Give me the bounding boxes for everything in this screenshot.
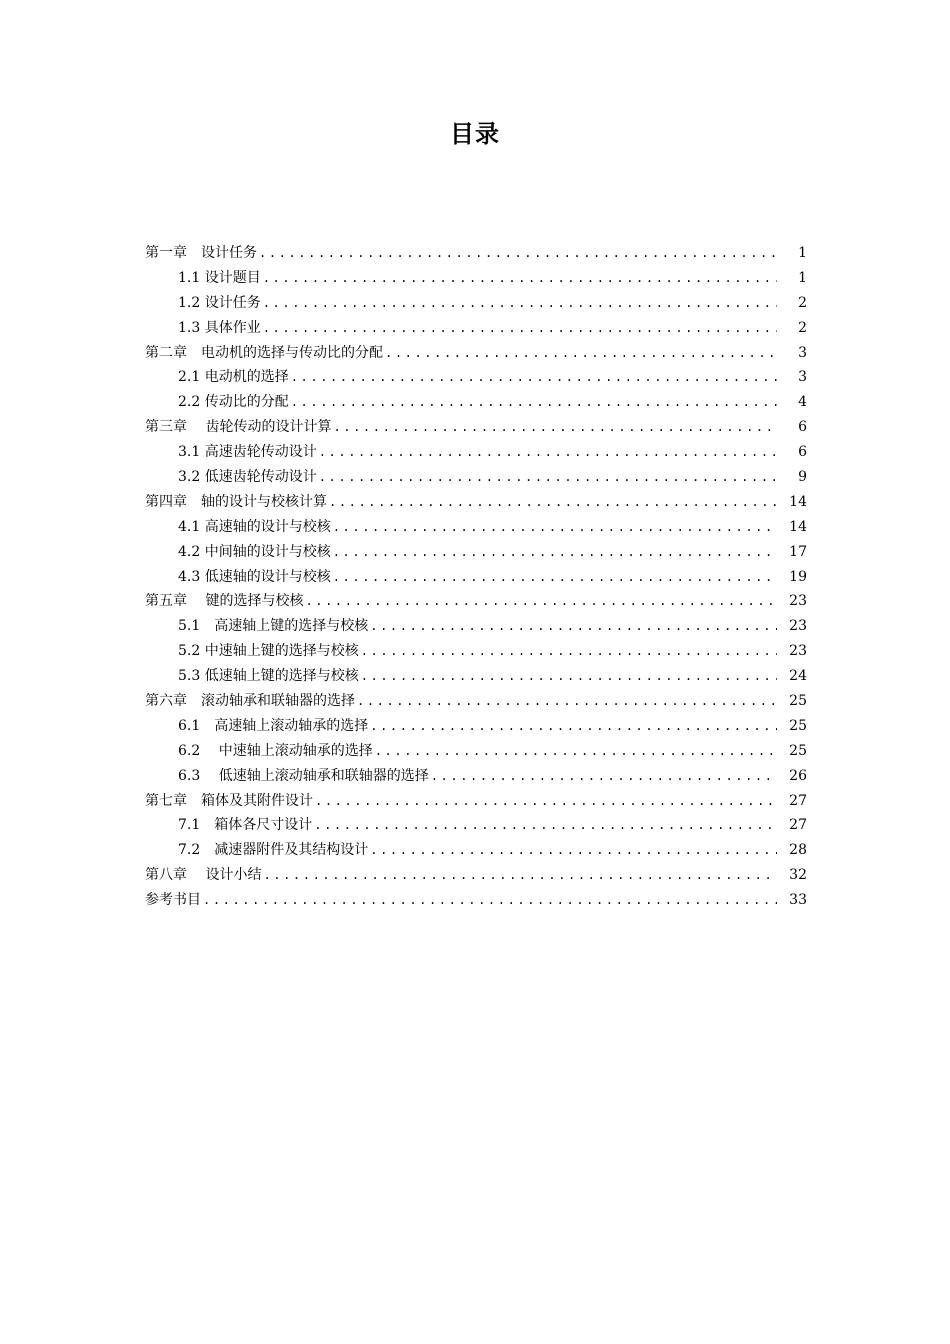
- toc-dot-leader: [319, 465, 777, 490]
- toc-dot-leader: [333, 515, 777, 540]
- toc-entry-label: 参考书目: [145, 892, 201, 909]
- toc-dot-leader: [263, 316, 777, 341]
- toc-entry-label: 6.3 低速轴上滚动轴承和联轴器的选择: [178, 767, 429, 784]
- toc-entry-label: 1.2 设计任务: [178, 294, 261, 311]
- toc-entry-label: 1.1 设计题目: [178, 269, 261, 286]
- toc-dot-leader: [385, 341, 777, 366]
- toc-dot-leader: [370, 714, 777, 739]
- toc-entry-chapter[interactable]: [145, 863, 807, 888]
- toc-entry-chapter[interactable]: [145, 341, 807, 366]
- toc-entry-section[interactable]: [145, 390, 807, 415]
- toc-entry-chapter[interactable]: [145, 241, 807, 266]
- toc-dot-leader: [314, 813, 777, 838]
- toc-entry-page-number: 19: [789, 568, 807, 585]
- toc-entry-section[interactable]: [145, 664, 807, 689]
- toc-dot-leader: [291, 365, 777, 390]
- toc-entry-label: 4.2 中间轴的设计与校核: [178, 543, 331, 560]
- toc-dot-leader: [370, 838, 777, 863]
- toc-entry-page-number: 24: [789, 668, 807, 685]
- toc-entry-section[interactable]: [145, 515, 807, 540]
- toc-entry-page-number: 2: [798, 319, 807, 336]
- toc-entry-chapter[interactable]: [145, 490, 807, 515]
- toc-dot-leader: [203, 888, 777, 913]
- toc-entry-label: 1.3 具体作业: [178, 319, 261, 336]
- toc-entry-page-number: 23: [789, 643, 807, 660]
- toc-entry-section[interactable]: [145, 540, 807, 565]
- toc-entry-chapter[interactable]: [145, 589, 807, 614]
- toc-entry-label: 5.1 高速轴上键的选择与校核: [178, 618, 369, 635]
- toc-entry-page-number: 23: [789, 593, 807, 610]
- toc-dot-leader: [370, 614, 777, 639]
- toc-entry-page-number: 4: [798, 394, 807, 411]
- toc-entry-section[interactable]: [145, 316, 807, 341]
- toc-dot-leader: [263, 291, 777, 316]
- toc-entry-section[interactable]: [145, 565, 807, 590]
- toc-entry-section[interactable]: [145, 465, 807, 490]
- toc-entry-label: 5.2 中速轴上键的选择与校核: [178, 643, 359, 660]
- toc-entry-page-number: 33: [789, 892, 807, 909]
- toc-entry-section[interactable]: [145, 291, 807, 316]
- toc-entry-chapter[interactable]: [145, 415, 807, 440]
- toc-entry-label: 2.2 传动比的分配: [178, 394, 289, 411]
- toc-entry-section[interactable]: [145, 739, 807, 764]
- toc-entry-page-number: 6: [798, 419, 807, 436]
- toc-dot-leader: [291, 390, 777, 415]
- toc-dot-leader: [431, 764, 777, 789]
- toc-entry-section[interactable]: [145, 838, 807, 863]
- toc-entry-page-number: 28: [789, 842, 807, 859]
- toc-entry-label: 第一章 设计任务: [145, 245, 257, 261]
- page-title: 目录: [450, 120, 500, 148]
- toc-entry-label: 3.2 低速齿轮传动设计: [178, 469, 317, 486]
- toc-entry-page-number: 27: [789, 817, 807, 834]
- toc-entry-section[interactable]: [145, 440, 807, 465]
- toc-entry-label: 6.1 高速轴上滚动轴承的选择: [178, 717, 369, 734]
- toc-entry-label: 第五章 键的选择与校核: [145, 593, 304, 610]
- toc-entry-chapter[interactable]: [145, 888, 807, 913]
- toc-entry-page-number: 3: [798, 344, 807, 361]
- toc-entry-label: 第六章 滚动轴承和联轴器的选择: [145, 693, 355, 710]
- toc-entry-page-number: 25: [789, 693, 807, 710]
- toc-entry-page-number: 17: [789, 543, 807, 560]
- toc-entry-label: 第四章 轴的设计与校核计算: [145, 493, 327, 510]
- toc-entry-page-number: 2: [798, 294, 807, 311]
- toc-entry-page-number: 9: [798, 469, 807, 486]
- toc-entry-section[interactable]: [145, 614, 807, 639]
- toc-entry-label: 6.2 中速轴上滚动轴承的选择: [178, 742, 373, 759]
- toc-entry-section[interactable]: [145, 714, 807, 739]
- toc-entry-page-number: 1: [798, 269, 807, 286]
- toc-entry-section[interactable]: [145, 813, 807, 838]
- toc-entry-page-number: 3: [798, 369, 807, 386]
- toc-entry-section[interactable]: [145, 639, 807, 664]
- toc-dot-leader: [263, 863, 777, 888]
- toc-entry-label: 第八章 设计小结: [145, 867, 262, 884]
- toc-dot-leader: [263, 266, 777, 291]
- toc-entry-chapter[interactable]: [145, 789, 807, 814]
- toc-dot-leader: [361, 639, 777, 664]
- toc-dot-leader: [357, 689, 777, 714]
- toc-dot-leader: [315, 789, 777, 814]
- toc-entry-page-number: 23: [789, 618, 807, 635]
- toc-entry-label: 7.1 箱体各尺寸设计: [178, 817, 313, 834]
- toc-entry-label: 第三章 齿轮传动的设计计算: [145, 419, 332, 436]
- toc-dot-leader: [305, 589, 777, 614]
- toc-entry-label: 2.1 电动机的选择: [178, 369, 289, 386]
- toc-dot-leader: [333, 540, 777, 565]
- toc-entry-page-number: 26: [789, 767, 807, 784]
- toc-dot-leader: [333, 565, 777, 590]
- toc-entry-label: 3.1 高速齿轮传动设计: [178, 444, 317, 461]
- toc-dot-leader: [329, 490, 777, 515]
- toc-dot-leader: [361, 664, 777, 689]
- toc-entry-page-number: 14: [789, 518, 807, 535]
- table-of-contents: [145, 241, 807, 913]
- toc-entry-section[interactable]: [145, 266, 807, 291]
- toc-entry-page-number: 1: [798, 245, 807, 261]
- toc-entry-page-number: 14: [789, 493, 807, 510]
- toc-entry-page-number: 25: [789, 742, 807, 759]
- toc-dot-leader: [259, 241, 777, 266]
- toc-entry-section[interactable]: [145, 365, 807, 390]
- toc-dot-leader: [375, 739, 777, 764]
- toc-entry-label: 4.3 低速轴的设计与校核: [178, 568, 331, 585]
- toc-entry-page-number: 25: [789, 717, 807, 734]
- toc-entry-page-number: 32: [789, 867, 807, 884]
- toc-entry-chapter[interactable]: [145, 689, 807, 714]
- toc-entry-page-number: 27: [789, 792, 807, 809]
- toc-entry-section[interactable]: [145, 764, 807, 789]
- toc-dot-leader: [319, 440, 777, 465]
- toc-entry-page-number: 6: [798, 444, 807, 461]
- toc-dot-leader: [333, 415, 777, 440]
- toc-entry-label: 第七章 箱体及其附件设计: [145, 792, 313, 809]
- toc-entry-label: 第二章 电动机的选择与传动比的分配: [145, 344, 383, 361]
- toc-entry-label: 7.2 减速器附件及其结构设计: [178, 842, 369, 859]
- toc-entry-label: 5.3 低速轴上键的选择与校核: [178, 668, 359, 685]
- toc-entry-label: 4.1 高速轴的设计与校核: [178, 518, 331, 535]
